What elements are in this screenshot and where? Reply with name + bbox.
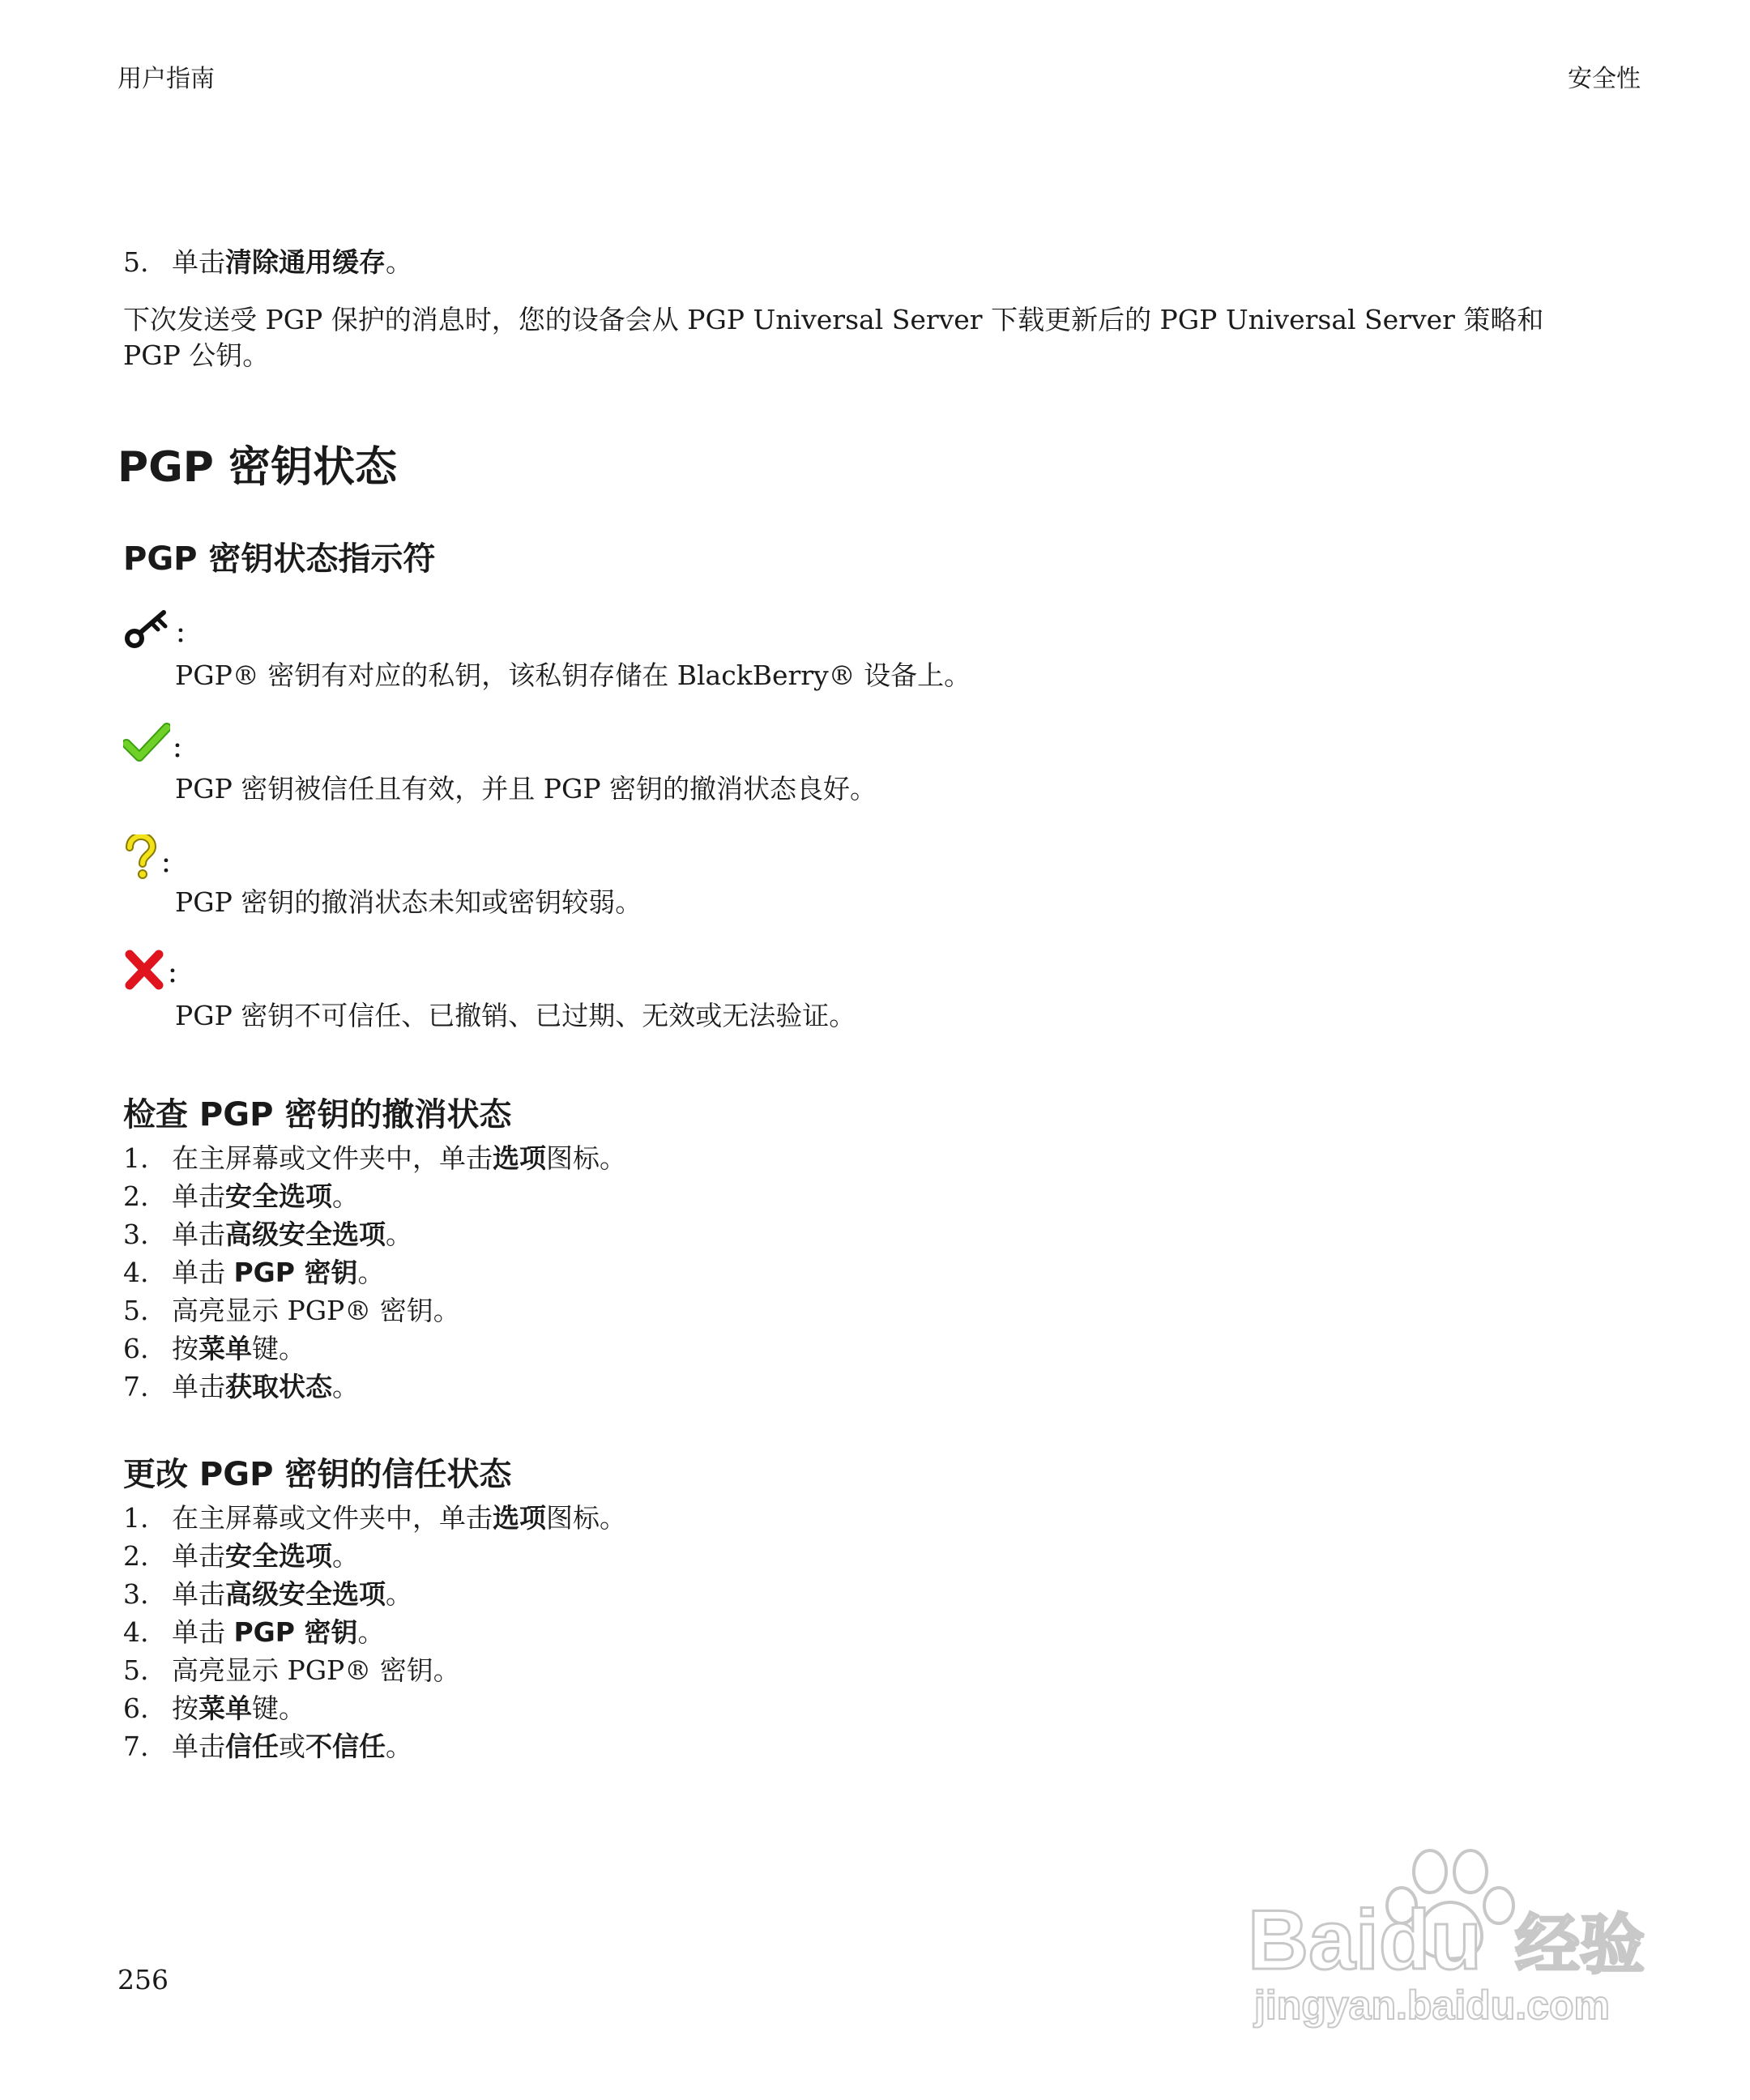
step-post: 。 <box>332 1371 359 1402</box>
step-number: 7. <box>123 1371 149 1402</box>
step-3 <box>123 1217 626 1255</box>
step-text: 单击 <box>172 1731 225 1762</box>
intro-paragraph-line-2: PGP 公钥。 <box>123 339 270 371</box>
x-icon <box>123 950 165 990</box>
step-text: 单击 <box>172 1371 225 1402</box>
indicator-key-desc: PGP® 密钥有对应的私钥，该私钥存储在 BlackBerry® 设备上。 <box>175 659 971 691</box>
step-number: 1. <box>123 1142 149 1174</box>
indicator-key <box>123 606 199 650</box>
indicator-question-desc: PGP 密钥的撤消状态未知或密钥较弱。 <box>175 886 642 918</box>
watermark-url: jingyan.baidu.com <box>1254 1983 1610 2028</box>
intro-step-5 <box>123 245 412 280</box>
page-number: 256 <box>117 1964 169 1995</box>
indicator-x <box>123 950 191 990</box>
step-text: 单击 <box>172 1180 225 1212</box>
question-icon <box>123 834 159 880</box>
step-3 <box>123 1577 626 1615</box>
step-number: 4. <box>123 1616 149 1648</box>
step-number: 3. <box>123 1219 149 1250</box>
step-bold: 不信任 <box>305 1731 386 1762</box>
step-bold: 菜单 <box>198 1333 252 1364</box>
indicator-check <box>123 721 196 765</box>
step-4 <box>123 1255 626 1293</box>
checkmark-icon <box>123 721 170 765</box>
step-text: 按 <box>172 1692 198 1724</box>
watermark-brand: Baidu <box>1248 1893 1482 1987</box>
indicator-check-desc: PGP 密钥被信任且有效，并且 PGP 密钥的撤消状态良好。 <box>175 773 877 805</box>
step-bold: PGP 密钥 <box>233 1616 358 1648</box>
step-number: 2. <box>123 1180 149 1212</box>
step-bold: 菜单 <box>198 1692 252 1724</box>
step-number: 5. <box>123 1295 149 1326</box>
step-1 <box>123 1500 626 1539</box>
indicator-colon: ： <box>167 961 191 989</box>
step-text: 在主屏幕或文件夹中，单击 <box>172 1502 493 1534</box>
step-number: 5. <box>123 246 149 278</box>
step-text: 单击 <box>172 1257 234 1288</box>
step-post: 。 <box>386 1578 412 1610</box>
step-bold: 高级安全选项 <box>225 1219 386 1250</box>
step-number: 3. <box>123 1578 149 1610</box>
step-bold: 清除通用缓存 <box>225 246 386 278</box>
step-2 <box>123 1179 626 1217</box>
step-post: 。 <box>386 1219 412 1250</box>
step-text: 在主屏幕或文件夹中，单击 <box>172 1142 493 1174</box>
check-revocation-steps <box>123 1141 626 1407</box>
watermark-brand-cn: 经验 <box>1515 1907 1645 1983</box>
step-number: 2. <box>123 1540 149 1572</box>
step-post: 。 <box>357 1616 385 1648</box>
indicator-colon: ： <box>172 736 196 764</box>
step-text: 按 <box>172 1333 198 1364</box>
step-post: 。 <box>332 1540 359 1572</box>
header-left: 用户指南 <box>117 65 215 93</box>
step-text: 单击 <box>172 246 225 278</box>
step-number: 5. <box>123 1654 149 1686</box>
step-number: 6. <box>123 1692 149 1724</box>
step-5 <box>123 1653 626 1691</box>
baidu-paw-icon <box>1248 1839 1661 2042</box>
step-bold: PGP 密钥 <box>233 1257 358 1288</box>
step-6 <box>123 1331 626 1369</box>
step-bold: 信任 <box>225 1731 279 1762</box>
step-5 <box>123 1293 626 1331</box>
step-post: 。 <box>332 1180 359 1212</box>
step-2 <box>123 1539 626 1577</box>
step-1 <box>123 1141 626 1179</box>
step-text: 单击 <box>172 1616 234 1648</box>
step-4 <box>123 1615 626 1653</box>
key-icon <box>123 606 173 650</box>
baidu-watermark <box>1248 1839 1661 2042</box>
check-revocation-title: 检查 PGP 密钥的撤消状态 <box>123 1096 512 1133</box>
change-trust-steps <box>123 1500 626 1767</box>
indicators-title: PGP 密钥状态指示符 <box>123 540 436 578</box>
step-bold: 安全选项 <box>225 1540 332 1572</box>
step-bold: 选项 <box>493 1142 546 1174</box>
indicator-x-desc: PGP 密钥不可信任、已撤销、已过期、无效或无法验证。 <box>175 1000 856 1031</box>
step-bold: 获取状态 <box>225 1371 332 1402</box>
step-number: 4. <box>123 1257 149 1288</box>
step-number: 6. <box>123 1333 149 1364</box>
step-post: 。 <box>386 1731 412 1762</box>
indicator-colon: ： <box>175 621 199 649</box>
step-bold: 安全选项 <box>225 1180 332 1212</box>
step-text: 高亮显示 PGP® 密钥。 <box>172 1654 460 1686</box>
step-post: 图标。 <box>546 1142 626 1174</box>
step-7 <box>123 1729 626 1767</box>
step-bold: 选项 <box>493 1502 546 1534</box>
step-7 <box>123 1369 626 1407</box>
step-bold: 高级安全选项 <box>225 1578 386 1610</box>
step-number: 1. <box>123 1502 149 1534</box>
indicator-question <box>123 834 185 880</box>
section-title: PGP 密钥状态 <box>117 443 398 492</box>
step-number: 7. <box>123 1731 149 1762</box>
step-post: 键。 <box>252 1333 305 1364</box>
step-post: 键。 <box>252 1692 305 1724</box>
step-text: 单击 <box>172 1219 225 1250</box>
indicator-colon: ： <box>160 851 185 879</box>
step-6 <box>123 1691 626 1729</box>
change-trust-title: 更改 PGP 密钥的信任状态 <box>123 1456 512 1493</box>
step-text: 高亮显示 PGP® 密钥。 <box>172 1295 460 1326</box>
step-text: 单击 <box>172 1540 225 1572</box>
step-post: 。 <box>357 1257 385 1288</box>
header-right: 安全性 <box>1568 65 1641 93</box>
step-post: 。 <box>386 246 412 278</box>
step-post: 图标。 <box>546 1502 626 1534</box>
step-text: 或 <box>279 1731 305 1762</box>
step-text: 单击 <box>172 1578 225 1610</box>
intro-paragraph-line-1: 下次发送受 PGP 保护的消息时，您的设备会从 PGP Universal Server 下载更新后的 PGP Universal Server 策略和 <box>123 304 1544 335</box>
